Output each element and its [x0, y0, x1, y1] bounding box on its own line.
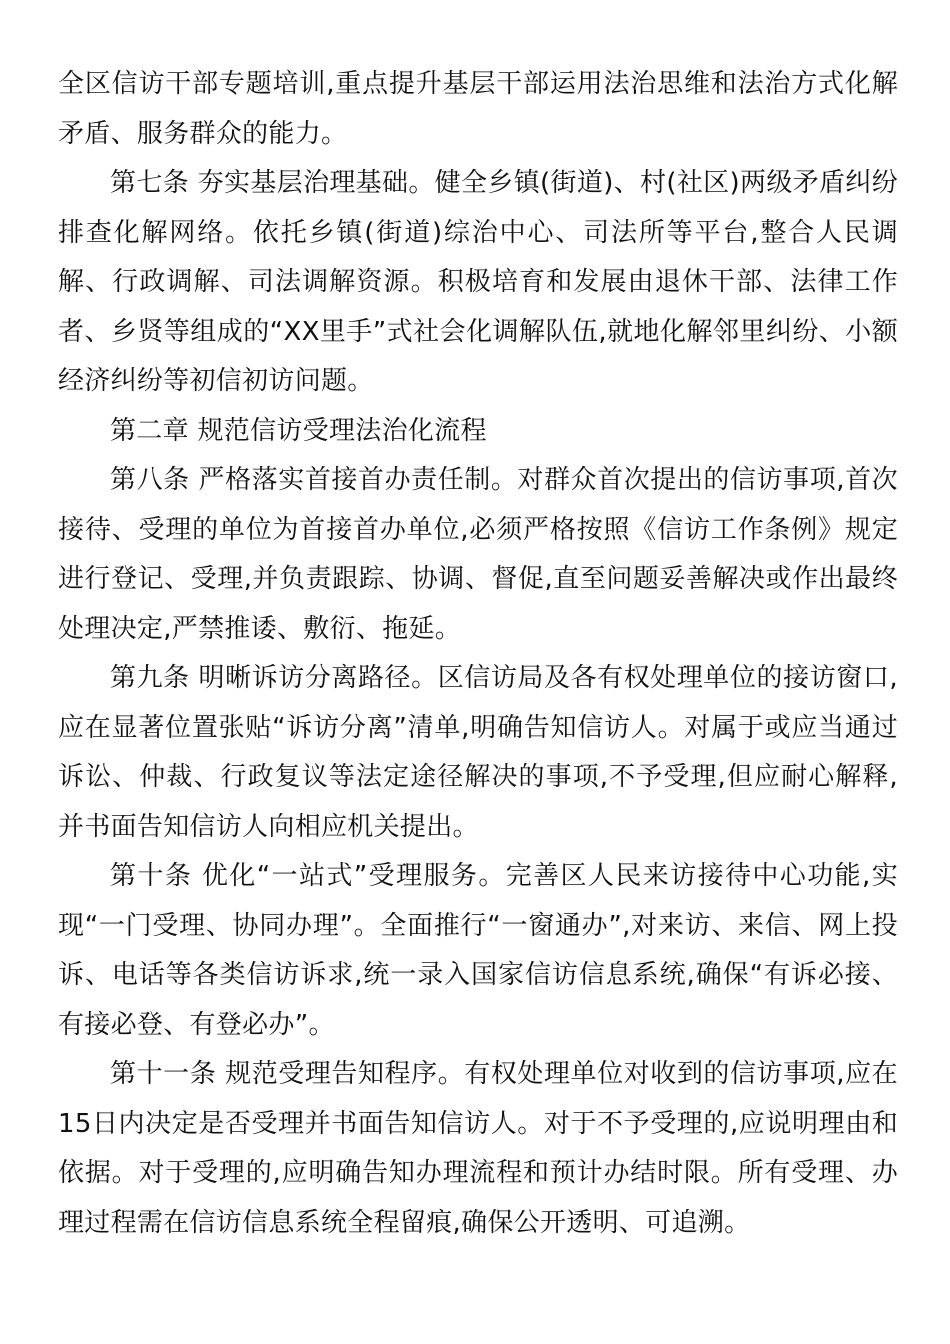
paragraph-article-11: 第十一条 规范受理告知程序。有权处理单位对收到的信访事项,应在15日内决定是否受理并书面告知信访人。对于不予受理的,应说明理由和依据。对于受理的,应明确告知办理流程和预计办结时限。所有受理、办理过程需在信访信息系统全程留痕,确保公开透明、可追溯。	[58, 1059, 898, 1238]
paragraph-training-continuation: 全区信访干部专题培训,重点提升基层干部运用法治思维和法治方式化解矛盾、服务群众的能力。	[58, 69, 898, 149]
chapter-2-heading: 第二章 规范信访受理法治化流程	[110, 415, 487, 446]
paragraph-article-9: 第九条 明晰诉访分离路径。区信访局及各有权处理单位的接访窗口,应在显著位置张贴“诉访分离”清单,明确告知信访人。对属于或应当通过诉讼、仲裁、行政复议等法定途径解决的事项,不予受理,但应耐心解释,并书面告知信访人向相应机关提出。	[58, 663, 898, 842]
paragraph-article-7: 第七条 夯实基层治理基础。健全乡镇(街道)、村(社区)两级矛盾纠纷排查化解网络。依托乡镇(街道)综治中心、司法所等平台,整合人民调解、行政调解、司法调解资源。积极培育和发展由退休干部、法律工作者、乡贤等组成的“XX里手”式社会化调解队伍,就地化解邻里纠纷、小额经济纠纷等初信初访问题。	[58, 168, 898, 396]
paragraph-article-8: 第八条 严格落实首接首办责任制。对群众首次提出的信访事项,首次接待、受理的单位为首接首办单位,必须严格按照《信访工作条例》规定进行登记、受理,并负责跟踪、协调、督促,直至问题妥善解决或作出最终处理决定,严禁推诿、敷衍、拖延。	[58, 465, 898, 644]
document-page	[58, 60, 898, 1248]
paragraph-article-10: 第十条 优化“一站式”受理服务。完善区人民来访接待中心功能,实现“一门受理、协同办理”。全面推行“一窗通办”,对来访、来信、网上投诉、电话等各类信访诉求,统一录入国家信访信息系统,确保“有诉必接、有接必登、有登必办”。	[58, 861, 898, 1040]
